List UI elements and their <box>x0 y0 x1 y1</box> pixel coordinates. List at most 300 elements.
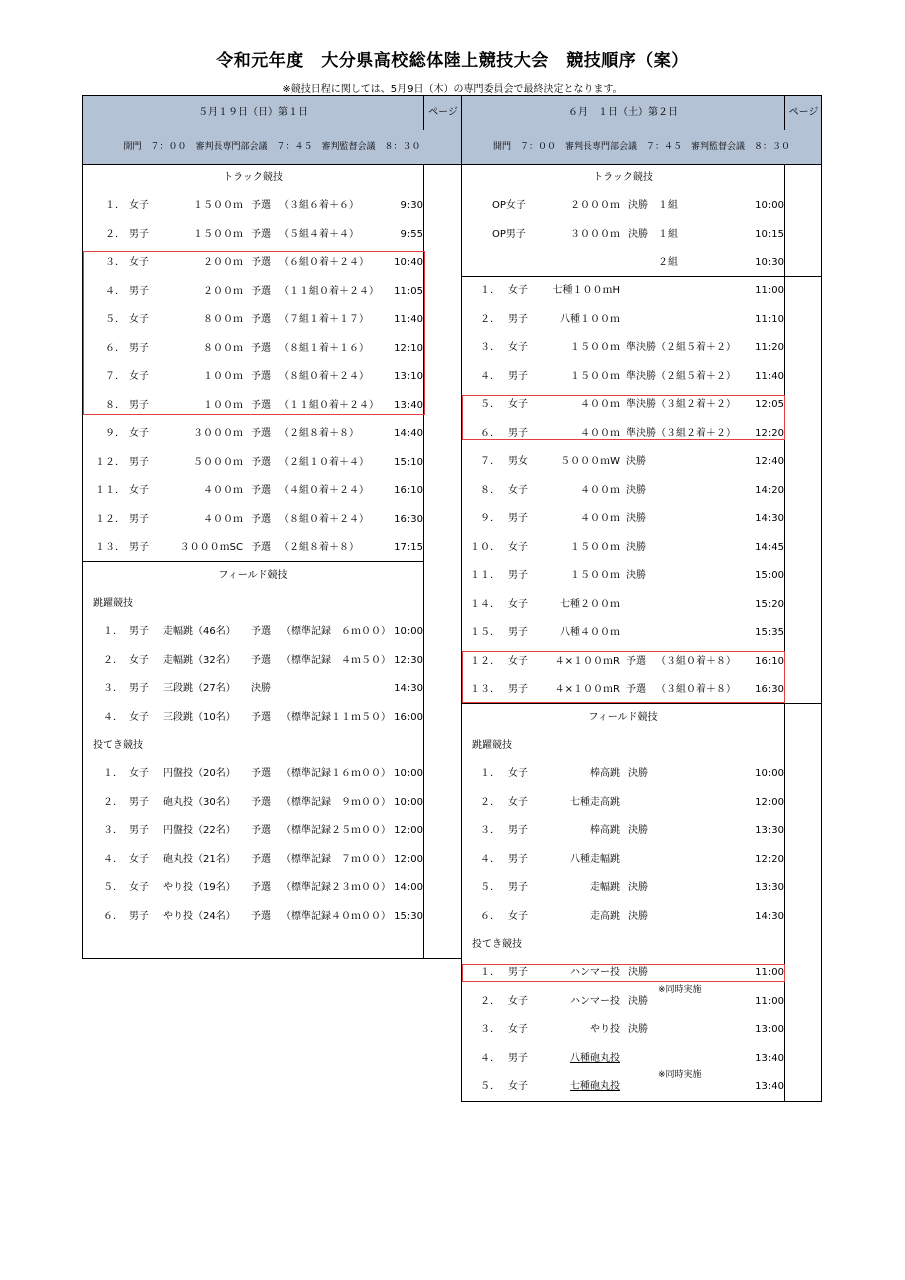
day2-jump-row <box>462 903 784 931</box>
day2-throw-event: 七種砲丸投 <box>570 1081 620 1092</box>
day1-track-detail: （５組４着＋４） <box>279 228 359 240</box>
day1-track-no: ６． <box>105 342 125 354</box>
day1-track-detail: （４組０着＋２４） <box>279 485 369 496</box>
day2-track-time: 14:30 <box>755 513 784 524</box>
day2-track-event: １５００ｍ <box>570 541 620 553</box>
day1-throw-time: 12:00 <box>394 853 423 865</box>
day1-page-label: ページ <box>423 96 462 130</box>
day2-throw-time: 11:00 <box>755 967 784 978</box>
day2-track-event: 七種２００ｍ <box>560 598 620 610</box>
day1-throw-no: ６． <box>103 910 123 922</box>
day2-jump-time: 10:00 <box>755 768 784 779</box>
day2-track-no: １２． <box>470 655 500 667</box>
day2-op-event: ３０００ｍ <box>570 228 620 240</box>
day1-track-round: 予選 <box>251 342 271 354</box>
day1-track-no: １３． <box>95 542 125 553</box>
day2-jump-no: ２． <box>480 796 500 808</box>
day2-track-time: 16:30 <box>755 684 784 695</box>
day2-track-detail: （２組５着＋２） <box>656 342 736 353</box>
day2-track-round: 決勝 <box>626 456 646 467</box>
day2-track-sex: 男子 <box>508 570 528 581</box>
day2-track-row <box>462 363 784 391</box>
day2-jump-no: ５． <box>480 882 500 893</box>
day1-track-time: 13:40 <box>394 399 423 411</box>
day2-throw-time: 13:40 <box>755 1052 784 1064</box>
day1-track-no: ３． <box>105 257 125 268</box>
day1-track-sex: 男子 <box>129 285 149 297</box>
day1-jump-sex: 男子 <box>129 626 149 637</box>
day2-throw-sex: 女子 <box>508 995 528 1007</box>
day2-op-row <box>462 192 784 220</box>
day1-throw-event: やり投（19名） <box>163 882 236 893</box>
day2-track-row <box>462 534 784 562</box>
day2-track-sex: 男女 <box>508 456 528 467</box>
day1-jump-row <box>83 618 423 646</box>
day1-jump-round: 予選 <box>251 711 271 723</box>
day2-highlight-box-hammer <box>462 964 785 982</box>
day2-throw-row <box>462 1045 784 1073</box>
day2-op-round: 決勝 <box>628 200 648 211</box>
day1-throw-sex: 女子 <box>129 853 149 865</box>
day1-track-round: 予選 <box>251 542 271 553</box>
day1-throw-no: ４． <box>103 853 123 865</box>
day1-track-event: １００ｍ <box>203 399 243 411</box>
day1-throw-sex: 男子 <box>129 910 149 922</box>
day1-throw-sex: 男子 <box>129 796 149 808</box>
day1-subheader: 開門 ７：００ 審判長専門部会議 ７：４５ 審判監督会議 ８：３０ <box>83 130 461 165</box>
day2-throw-no: ３． <box>480 1024 500 1035</box>
day1-throw-round: 予選 <box>251 853 271 865</box>
day2-track-time: 15:20 <box>755 598 784 610</box>
day1-jump-sex: 男子 <box>129 683 149 694</box>
day2-op-detail: １組 <box>658 200 678 211</box>
day2-track-round: 予選 <box>626 655 646 667</box>
day1-throw-event: 砲丸投（21名） <box>163 853 236 865</box>
day2-jump-round: 決勝 <box>628 768 648 779</box>
day2-track-event: 七種１００ｍH <box>552 285 620 296</box>
day2-jump-event: 走幅跳 <box>590 882 620 893</box>
day2-throw-label: 投てき競技 <box>472 939 522 950</box>
day2-track-sex: 女子 <box>508 541 528 553</box>
day1-throw-event: 砲丸投（30名） <box>163 796 236 808</box>
day1-track-row <box>83 477 423 505</box>
day1-jump-round: 予選 <box>251 654 271 666</box>
day1-track-time: 15:10 <box>394 456 423 468</box>
day1-track-event: ５０００ｍ <box>193 456 243 468</box>
day2-throw-sex: 男子 <box>508 967 528 978</box>
day2-track-row <box>462 619 784 647</box>
day1-track-round: 予選 <box>251 399 271 411</box>
day2-track-detail: （３組０着＋８） <box>656 684 736 695</box>
day1-track-time: 12:10 <box>394 342 423 354</box>
day2-throw-round: 決勝 <box>628 1024 648 1035</box>
day2-jump-event: 棒高跳 <box>590 825 620 836</box>
day1-track-round: 予選 <box>251 428 271 439</box>
day2-track-event: 八種１００ｍ <box>560 313 620 325</box>
day2-track-event: ４×１００ｍR <box>554 684 620 695</box>
day1-track-sex: 女子 <box>129 428 149 439</box>
day2-note-simultaneous-2: ※同時実施 <box>658 1070 702 1080</box>
day1-throw-round: 予選 <box>251 882 271 893</box>
day1-throw-time: 14:00 <box>394 882 423 893</box>
day1-track-round: 予選 <box>251 456 271 468</box>
day2-throw-round: 決勝 <box>628 967 648 978</box>
day2-throw-row <box>462 1073 784 1101</box>
day1-throw-detail: （標準記録 ７ｍ００） <box>281 853 391 865</box>
day2-throw-no: ５． <box>480 1081 500 1092</box>
day1-throw-label: 投てき競技 <box>93 740 143 751</box>
day2-jump-time: 13:30 <box>755 825 784 836</box>
day2-jump-sex: 男子 <box>508 882 528 893</box>
day1-track-round: 予選 <box>251 257 271 268</box>
day2-throw-time: 11:00 <box>755 995 784 1007</box>
day2-throw-round: 決勝 <box>628 995 648 1007</box>
day2-jump-row <box>462 874 784 902</box>
day2-track-time: 15:35 <box>755 627 784 638</box>
day2-jump-event: 八種走幅跳 <box>570 853 620 865</box>
document-subtitle: ※競技日程に関しては、5月9日（木）の専門委員会で最終決定となります。 <box>282 84 623 95</box>
day2-track-round: 準決勝 <box>626 370 656 382</box>
day2-track-sex: 女子 <box>508 484 528 496</box>
day2-track-no: ８． <box>480 484 500 496</box>
day1-track-title: トラック競技 <box>223 172 283 183</box>
day2-track-time: 15:00 <box>755 570 784 581</box>
day1-track-detail: （８組１着＋１６） <box>279 342 369 354</box>
day1-throw-row <box>83 817 423 845</box>
day1-throw-no: ５． <box>103 882 123 893</box>
day1-track-time: 11:40 <box>394 314 423 325</box>
day2-track-no: ４． <box>480 370 500 382</box>
day2-track-detail: （２組５着＋２） <box>656 370 736 382</box>
day2-header <box>462 96 821 131</box>
day2-track-row <box>462 334 784 362</box>
day2-field-title: フィールド競技 <box>588 712 658 723</box>
day1-track-sex: 男子 <box>129 456 149 468</box>
day1-track-time: 9:55 <box>400 228 423 240</box>
day2-jump-event: 棒高跳 <box>590 768 620 779</box>
day1-throw-time: 12:00 <box>394 825 423 836</box>
day1-jump-time: 12:30 <box>394 654 423 666</box>
day1-jump-round: 予選 <box>251 626 271 637</box>
day2-jump-sex: 女子 <box>508 910 528 922</box>
day2-jump-row <box>462 846 784 874</box>
day1-track-sex: 男子 <box>129 399 149 411</box>
day2-track-event: １５００ｍ <box>570 342 620 353</box>
day1-track-detail: （２組８着＋８） <box>279 428 359 439</box>
day2-throw-row <box>462 1016 784 1044</box>
day1-track-detail: （３組６着＋６） <box>279 200 359 211</box>
day1-jump-no: ２． <box>103 654 123 666</box>
day2-note-simultaneous-1: ※同時実施 <box>658 985 702 995</box>
day2-jump-round: 決勝 <box>628 825 648 836</box>
day1-track-round: 予選 <box>251 285 271 297</box>
day1-throw-no: ２． <box>103 796 123 808</box>
day2-subheader: 開門 ７：００ 審判長専門部会議 ７：４５ 審判監督会議 ８：３０ <box>462 130 821 165</box>
day2-jump-time: 14:30 <box>755 910 784 922</box>
day2-jump-sex: 女子 <box>508 796 528 808</box>
day1-track-round: 予選 <box>251 371 271 382</box>
day2-track-row <box>462 306 784 334</box>
day2-op-row <box>462 249 784 277</box>
day1-track-sex: 女子 <box>129 371 149 382</box>
day2-op-detail: ２組 <box>658 257 678 268</box>
day1-throw-no: ３． <box>103 825 123 836</box>
day1-jump-no: ４． <box>103 711 123 723</box>
day2-throw-event: 八種砲丸投 <box>570 1052 620 1064</box>
day2-track-time: 11:20 <box>755 342 784 353</box>
day2-op-no: OP女子 <box>492 200 526 211</box>
day2-track-round: 決勝 <box>626 484 646 496</box>
day2-track-time: 12:20 <box>755 427 784 439</box>
day1-track-sex: 男子 <box>129 228 149 240</box>
day2-jump-label: 跳躍競技 <box>472 740 512 751</box>
day1-track-time: 17:15 <box>394 542 423 553</box>
day1-track-no: ２． <box>105 228 125 240</box>
day1-track-time: 16:10 <box>394 485 423 496</box>
day1-track-time: 11:05 <box>394 285 423 297</box>
day1-track-detail: （６組０着＋２４） <box>279 257 369 268</box>
day2-highlight-box-400m <box>462 395 785 440</box>
day1-track-sex: 女子 <box>129 200 149 211</box>
day1-track-event: ３０００ｍSC <box>179 542 243 553</box>
day2-track-event: ４００ｍ <box>580 513 620 524</box>
day1-track-row <box>83 506 423 534</box>
day1-throw-sex: 女子 <box>129 768 149 779</box>
day1-jump-round: 決勝 <box>251 683 271 694</box>
day2-track-round: 準決勝 <box>626 342 656 353</box>
day2-track-sex: 男子 <box>508 370 528 382</box>
day2-throw-sex: 女子 <box>508 1081 528 1092</box>
day2-track-sex: 女子 <box>508 598 528 610</box>
day2-track-row <box>462 477 784 505</box>
day1-track-round: 予選 <box>251 314 271 325</box>
day1-jump-detail: （標準記録１１ｍ５０） <box>281 711 391 723</box>
day2-jump-time: 12:20 <box>755 853 784 865</box>
day2-track-detail: （３組２着＋２） <box>656 399 736 410</box>
day1-schedule <box>82 95 462 959</box>
day1-throw-event: 円盤投（20名） <box>163 768 236 779</box>
day1-track-time: 13:10 <box>394 371 423 382</box>
day2-jump-row <box>462 760 784 788</box>
day2-op-round: 決勝 <box>628 228 648 240</box>
day2-throw-no: ４． <box>480 1052 500 1064</box>
day1-highlight-box <box>83 251 425 415</box>
day1-throw-detail: （標準記録１６ｍ００） <box>281 768 391 779</box>
day2-track-no: １． <box>480 285 500 296</box>
day2-jump-no: ６． <box>480 910 500 922</box>
day2-highlight-box-relay <box>462 651 785 703</box>
day2-track-sex: 男子 <box>508 427 528 439</box>
day1-track-detail: （１１組０着＋２４） <box>279 399 379 411</box>
day1-track-event: １５００ｍ <box>193 200 243 211</box>
day1-jump-event: 走幅跳（32名） <box>163 654 236 666</box>
day2-op-row <box>462 221 784 249</box>
day1-jump-sex: 女子 <box>129 654 149 666</box>
day2-jump-round: 決勝 <box>628 882 648 893</box>
day2-track-time: 16:10 <box>755 655 784 667</box>
day2-jump-sex: 男子 <box>508 825 528 836</box>
day1-jump-row <box>83 704 423 732</box>
day1-track-row <box>83 534 423 562</box>
day1-track-event: ２００ｍ <box>203 285 243 297</box>
day2-track-round: 準決勝 <box>626 427 656 439</box>
day1-jump-time: 10:00 <box>394 626 423 637</box>
document-title: 令和元年度 大分県高校総体陸上競技大会 競技順序（案） <box>216 51 689 71</box>
day2-track-no: ９． <box>480 513 500 524</box>
day2-jump-event: 走高跳 <box>590 910 620 922</box>
day1-jump-label: 跳躍競技 <box>93 598 133 609</box>
day1-track-sex: 男子 <box>129 513 149 525</box>
day1-track-no: １２． <box>95 456 125 468</box>
day2-jump-no: ３． <box>480 825 500 836</box>
day1-track-event: ４００ｍ <box>203 485 243 496</box>
day2-track-sex: 男子 <box>508 627 528 638</box>
day1-jump-no: １． <box>103 626 123 637</box>
day1-throw-detail: （標準記録４０ｍ００） <box>281 910 391 922</box>
day1-throw-event: 円盤投（22名） <box>163 825 236 836</box>
day1-track-detail: （１１組０着＋２４） <box>279 285 379 297</box>
day1-jump-event: 三段跳（10名） <box>163 711 236 723</box>
day1-track-sex: 女子 <box>129 485 149 496</box>
day2-track-round: 準決勝 <box>626 399 656 410</box>
day1-track-sex: 女子 <box>129 314 149 325</box>
day1-track-detail: （８組０着＋２４） <box>279 513 369 525</box>
day2-op-time: 10:00 <box>755 200 784 211</box>
day1-track-round: 予選 <box>251 485 271 496</box>
day1-track-row <box>83 420 423 448</box>
day2-throw-event: ハンマー投 <box>570 967 620 978</box>
day1-jump-row <box>83 675 423 703</box>
day2-op-time: 10:15 <box>755 228 784 240</box>
day2-track-event: 八種４００ｍ <box>560 627 620 638</box>
day2-track-row <box>462 448 784 476</box>
day1-jump-no: ３． <box>103 683 123 694</box>
day2-track-event: １５００ｍ <box>570 370 620 382</box>
day1-track-event: ４００ｍ <box>203 513 243 525</box>
day2-jump-no: ４． <box>480 853 500 865</box>
day2-track-no: ２． <box>480 313 500 325</box>
day1-track-row <box>83 221 423 249</box>
day2-jump-no: １． <box>480 768 500 779</box>
day2-track-sex: 女子 <box>508 342 528 353</box>
day1-track-event: １００ｍ <box>203 371 243 382</box>
day2-track-time: 11:10 <box>755 313 784 325</box>
day2-track-time: 11:40 <box>755 370 784 382</box>
day1-track-no: １２． <box>95 513 125 525</box>
day1-jump-detail: （標準記録 ６ｍ００） <box>281 626 391 637</box>
day2-track-no: １１． <box>470 570 500 581</box>
day2-track-event: １５００ｍ <box>570 570 620 581</box>
day2-page-column-divider <box>784 164 785 1101</box>
day1-track-detail: （２組８着＋８） <box>279 542 359 553</box>
day1-throw-time: 10:00 <box>394 796 423 808</box>
day2-track-sex: 男子 <box>508 684 528 695</box>
day1-jump-row <box>83 647 423 675</box>
day1-throw-time: 10:00 <box>394 768 423 779</box>
day1-track-no: ８． <box>105 399 125 411</box>
day1-jump-event: 三段跳（27名） <box>163 683 236 694</box>
day2-throw-sex: 女子 <box>508 1024 528 1035</box>
day1-track-time: 16:30 <box>394 513 423 525</box>
day2-jump-sex: 女子 <box>508 768 528 779</box>
day1-track-time: 14:40 <box>394 428 423 439</box>
day2-track-event: ４００ｍ <box>580 484 620 496</box>
day1-throw-detail: （標準記録２３ｍ００） <box>281 882 391 893</box>
day1-track-time: 10:40 <box>394 257 423 268</box>
day1-track-detail: （８組０着＋２４） <box>279 371 369 382</box>
day2-track-sex: 男子 <box>508 513 528 524</box>
day1-date: ５月１９日（日）第１日 <box>198 107 308 118</box>
day1-track-no: １． <box>105 200 125 211</box>
day2-track-no: ３． <box>480 342 500 353</box>
day2-op-detail: １組 <box>658 228 678 240</box>
day2-track-detail: （３組０着＋８） <box>656 655 736 667</box>
day1-track-row <box>83 192 423 220</box>
day2-track-title: トラック競技 <box>593 172 653 183</box>
day2-track-no: ７． <box>480 456 500 467</box>
day1-track-sex: 女子 <box>129 257 149 268</box>
day2-track-no: １５． <box>470 627 500 638</box>
day2-track-detail: （３組２着＋２） <box>656 427 736 439</box>
day1-track-event: ８００ｍ <box>203 314 243 325</box>
day1-jump-time: 14:30 <box>394 683 423 694</box>
day1-track-round: 予選 <box>251 200 271 211</box>
day2-jump-time: 12:00 <box>755 796 784 808</box>
day2-track-row <box>462 505 784 533</box>
day1-track-no: ７． <box>105 371 125 382</box>
day2-page-label: ページ <box>784 96 822 130</box>
day1-throw-detail: （標準記録 ９ｍ００） <box>281 796 391 808</box>
day1-throw-no: １． <box>103 768 123 779</box>
day1-throw-round: 予選 <box>251 768 271 779</box>
day2-throw-no: １． <box>480 967 500 978</box>
day2-track-time: 14:45 <box>755 541 784 553</box>
day2-date: ６月 １日（土）第２日 <box>568 107 678 118</box>
day2-track-event: ４×１００ｍR <box>554 655 620 667</box>
day2-track-sex: 女子 <box>508 285 528 296</box>
day2-schedule <box>461 95 822 1102</box>
day1-track-no: ９． <box>105 428 125 439</box>
day1-throw-row <box>83 789 423 817</box>
day1-throw-round: 予選 <box>251 825 271 836</box>
day1-track-round: 予選 <box>251 513 271 525</box>
day2-track-sex: 男子 <box>508 313 528 325</box>
day2-track-no: １３． <box>470 684 500 695</box>
day2-track-event: ４００ｍ <box>580 427 620 439</box>
day2-throw-event: やり投 <box>590 1024 620 1035</box>
day2-track-row <box>462 277 784 305</box>
day1-throw-row <box>83 903 423 931</box>
day2-track-time: 12:05 <box>755 399 784 410</box>
day2-track-no: １０． <box>470 541 500 553</box>
day1-jump-time: 16:00 <box>394 711 423 723</box>
day2-jump-event: 七種走高跳 <box>570 796 620 808</box>
day2-track-round: 決勝 <box>626 541 646 553</box>
day1-jump-detail: （標準記録 ４ｍ５０） <box>281 654 391 666</box>
day1-track-no: １１． <box>95 485 125 496</box>
day2-throw-row <box>462 988 784 1016</box>
day2-track-event: ５０００ｍW <box>560 456 620 467</box>
day2-track-time: 12:40 <box>755 456 784 467</box>
day1-track-time: 9:30 <box>400 200 423 211</box>
day2-track-event: ４００ｍ <box>580 399 620 410</box>
day1-throw-row <box>83 846 423 874</box>
day2-track-round: 決勝 <box>626 570 646 581</box>
day1-throw-round: 予選 <box>251 910 271 922</box>
day2-op-time: 10:30 <box>755 257 784 268</box>
day2-jump-sex: 男子 <box>508 853 528 865</box>
day2-op-event: ２０００ｍ <box>570 200 620 211</box>
